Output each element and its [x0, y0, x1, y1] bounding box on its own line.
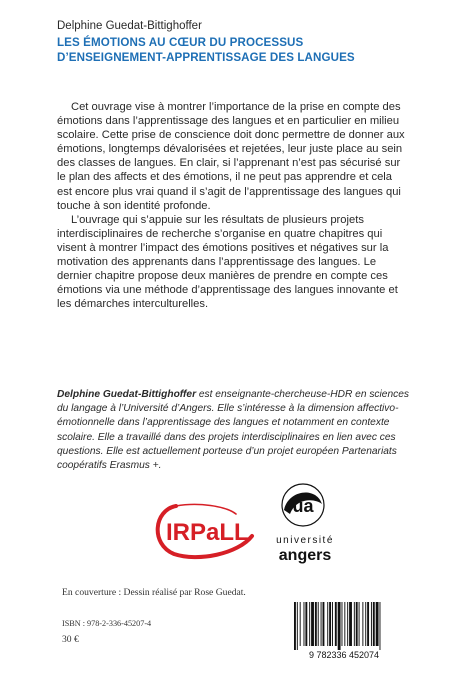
author-bio — [57, 388, 409, 473]
barcode-bar — [380, 602, 381, 650]
barcode-bar — [359, 602, 360, 646]
barcode-bar — [297, 602, 298, 650]
summary-paragraph-1: Cet ouvrage vise à montrer l’importance de la prise en compte des émotions dans l’apprentissage des langues et en particulier en milieu scolaire. Cette prise de conscience doit donc permettre de donner aux émotions, longtemps dévalorisées et rejetées, leur juste place au sein des classes de langues. En clair, si l’apprenant n’est pas sécurisé sur le plan des affects et des émotions, il ne peut pas apprendre et cela est encore plus vrai quand il s’agit de l’apprentissage des langues qui touche à son identité profonde. — [57, 101, 405, 212]
barcode-bar — [367, 602, 369, 646]
barcode-bar — [294, 602, 296, 650]
barcode-bar — [356, 602, 358, 646]
barcode-bar — [344, 602, 345, 646]
book-title — [57, 35, 417, 65]
barcode-bar — [309, 602, 310, 646]
barcode-bar — [362, 602, 363, 646]
barcode-digits: 9 782336 452074 — [308, 650, 380, 660]
barcode-bar — [315, 602, 317, 646]
angers-logo-line-2: angers — [278, 547, 332, 564]
barcode-bars — [294, 602, 380, 650]
book-title-line-2: D’ENSEIGNEMENT-APPRENTISSAGE DES LANGUES — [57, 51, 355, 64]
book-title-line-1: LES ÉMOTIONS AU CŒUR DU PROCESSUS — [57, 36, 304, 49]
barcode-bar — [373, 602, 375, 646]
barcode-bar — [365, 602, 366, 646]
price: 30 € — [62, 634, 79, 645]
barcode-bar — [323, 602, 325, 646]
barcode-bar — [338, 602, 341, 650]
bio-text: est enseignante-chercheuse-HDR en sciences du langage à l’Université d’Angers. Elle s’intéresse à la dimension affectivo-émotionnelle dans l’apprentissage des langues et notamment en contexte scolaire. Elle a travaillé dans des projets interdisciplinaires en lien avec ces questions. Elle est actuellement porteuse d’un projet européen Partenariats coopératifs Erasmus +. — [57, 389, 409, 472]
barcode-bar — [321, 602, 322, 646]
angers-logo-mark: ua — [292, 496, 314, 516]
barcode — [288, 600, 400, 660]
barcode-bar — [354, 602, 355, 646]
barcode-bar — [332, 602, 333, 646]
barcode-bar — [300, 602, 301, 646]
barcode-bar — [342, 602, 343, 646]
barcode-bar — [335, 602, 337, 646]
barcode-bar — [376, 602, 379, 646]
irpall-logo — [148, 500, 258, 562]
barcode-bar — [349, 602, 352, 646]
barcode-bar — [327, 602, 328, 646]
author-name: Delphine Guedat-Bittighoffer — [57, 20, 202, 32]
cover-credit: En couverture : Dessin réalisé par Rose Guedat. — [62, 587, 246, 598]
irpall-swoosh-top — [176, 504, 236, 514]
isbn: ISBN : 978-2-336-45207-4 — [62, 619, 152, 628]
angers-logo-line-1: université — [276, 535, 334, 546]
barcode-bar — [305, 602, 307, 646]
universite-angers-logo — [270, 480, 340, 565]
barcode-bar — [371, 602, 372, 646]
bio-author-name: Delphine Guedat-Bittighoffer — [57, 389, 197, 400]
irpall-logo-text: IRPaLL — [166, 519, 249, 546]
barcode-bar — [347, 602, 348, 646]
summary-paragraph-2: L’ouvrage qui s’appuie sur les résultats de plusieurs projets interdisciplinaires de recherche s’organise en quatre chapitres qui visent à montrer l’impact des émotions positives et négatives sur la motivation des apprenants dans l’apprentissage des langues. Le dernier chapitre propose deux manières de prendre en compte ces émotions via une méthode d’apprentissage des langues innovante et les démarches interculturelles. — [57, 213, 398, 311]
barcode-bar — [329, 602, 331, 646]
barcode-bar — [311, 602, 314, 646]
barcode-bar — [304, 602, 305, 646]
barcode-bar — [318, 602, 319, 646]
summary-text — [57, 100, 407, 311]
